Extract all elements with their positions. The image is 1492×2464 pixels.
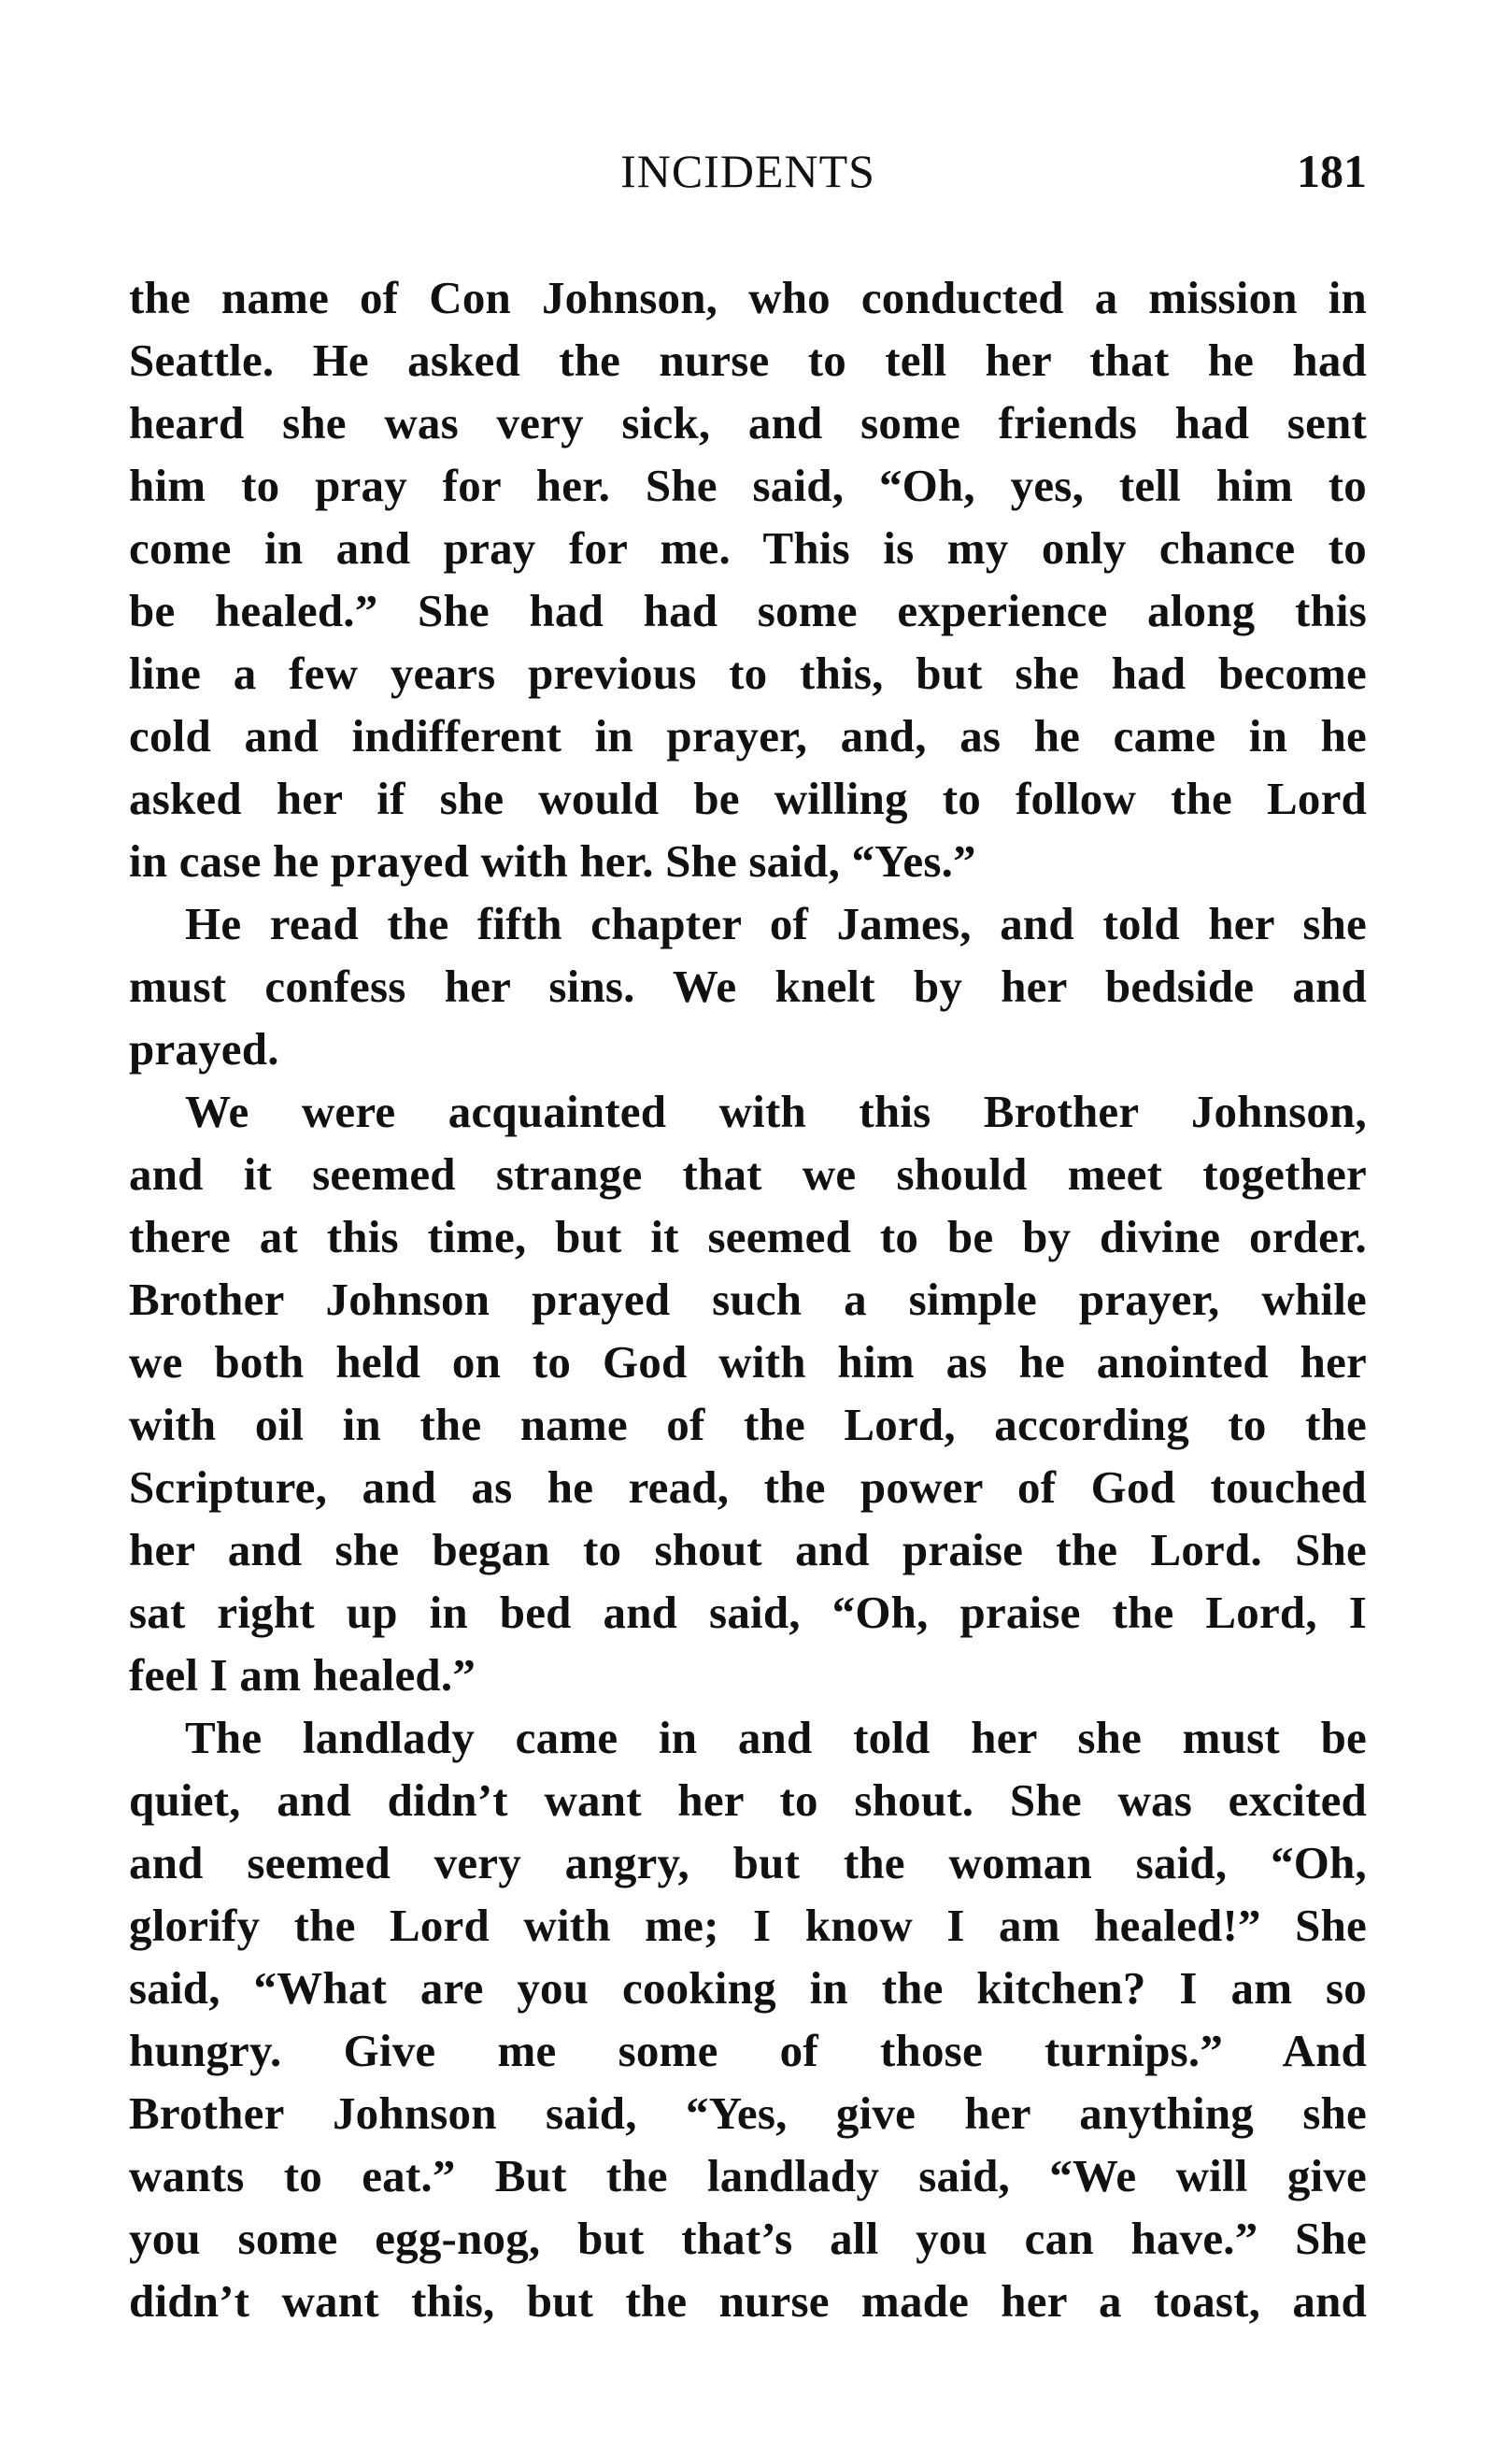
text-line: heard she was very sick, and some friends had sent (129, 397, 1367, 449)
text-line: and it seemed strange that we should meet together (129, 1148, 1367, 1200)
text-line: you some egg-nog, but that’s all you can have.” She (129, 2213, 1367, 2264)
text-line: Brother Johnson prayed such a simple prayer, while (129, 1274, 1367, 1325)
running-head (129, 138, 1367, 204)
page-number: 181 (1297, 145, 1367, 197)
text-line: him to pray for her. She said, “Oh, yes, tell him to (129, 460, 1367, 511)
text-line: line a few years previous to this, but she had become (129, 648, 1367, 699)
text-line: glorify the Lord with me; I know I am healed!” She (129, 1900, 1367, 1951)
text-line: Scripture, and as he read, the power of God touched (129, 1461, 1367, 1513)
text-line: wants to eat.” But the landlady said, “We will give (129, 2150, 1367, 2201)
text-line: the name of Con Johnson, who conducted a mission in (129, 272, 1367, 323)
text-line: Seattle. He asked the nurse to tell her that he had (129, 335, 1367, 386)
body-text (129, 266, 1367, 2332)
text-line: didn’t want this, but the nurse made her a toast, and (129, 2275, 1367, 2327)
text-line: He read the fifth chapter of James, and told her she (185, 898, 1367, 949)
text-line: and seemed very angry, but the woman said, “Oh, (129, 1837, 1367, 1888)
text-line: be healed.” She had had some experience along this (129, 585, 1367, 636)
text-line: quiet, and didn’t want her to shout. She was excited (129, 1774, 1367, 1826)
text-line: with oil in the name of the Lord, according to the (129, 1399, 1367, 1450)
text-line: her and she began to shout and praise the Lord. She (129, 1524, 1367, 1575)
text-line: sat right up in bed and said, “Oh, praise the Lord, I (129, 1587, 1367, 1638)
text-line: hungry. Give me some of those turnips.” And (129, 2025, 1367, 2076)
text-line: prayed. (129, 1023, 279, 1075)
text-line: Brother Johnson said, “Yes, give her anything she (129, 2087, 1367, 2139)
text-line: we both held on to God with him as he anointed her (129, 1336, 1367, 1388)
text-line: asked her if she would be willing to follow the Lord (129, 773, 1367, 824)
text-line: The landlady came in and told her she must be (185, 1712, 1367, 1763)
text-line: in case he prayed with her. She said, “Yes.” (129, 835, 976, 887)
text-line: We were acquainted with this Brother Johnson, (185, 1086, 1367, 1137)
text-line: there at this time, but it seemed to be by divine order. (129, 1211, 1367, 1262)
text-line: said, “What are you cooking in the kitchen? I am so (129, 1962, 1367, 2014)
text-line: cold and indifferent in prayer, and, as he came in he (129, 710, 1367, 762)
text-line: feel I am healed.” (129, 1649, 476, 1701)
text-line: come in and pray for me. This is my only chance to (129, 522, 1367, 574)
running-title: INCIDENTS (620, 145, 875, 197)
text-line: must confess her sins. We knelt by her bedside and (129, 961, 1367, 1012)
